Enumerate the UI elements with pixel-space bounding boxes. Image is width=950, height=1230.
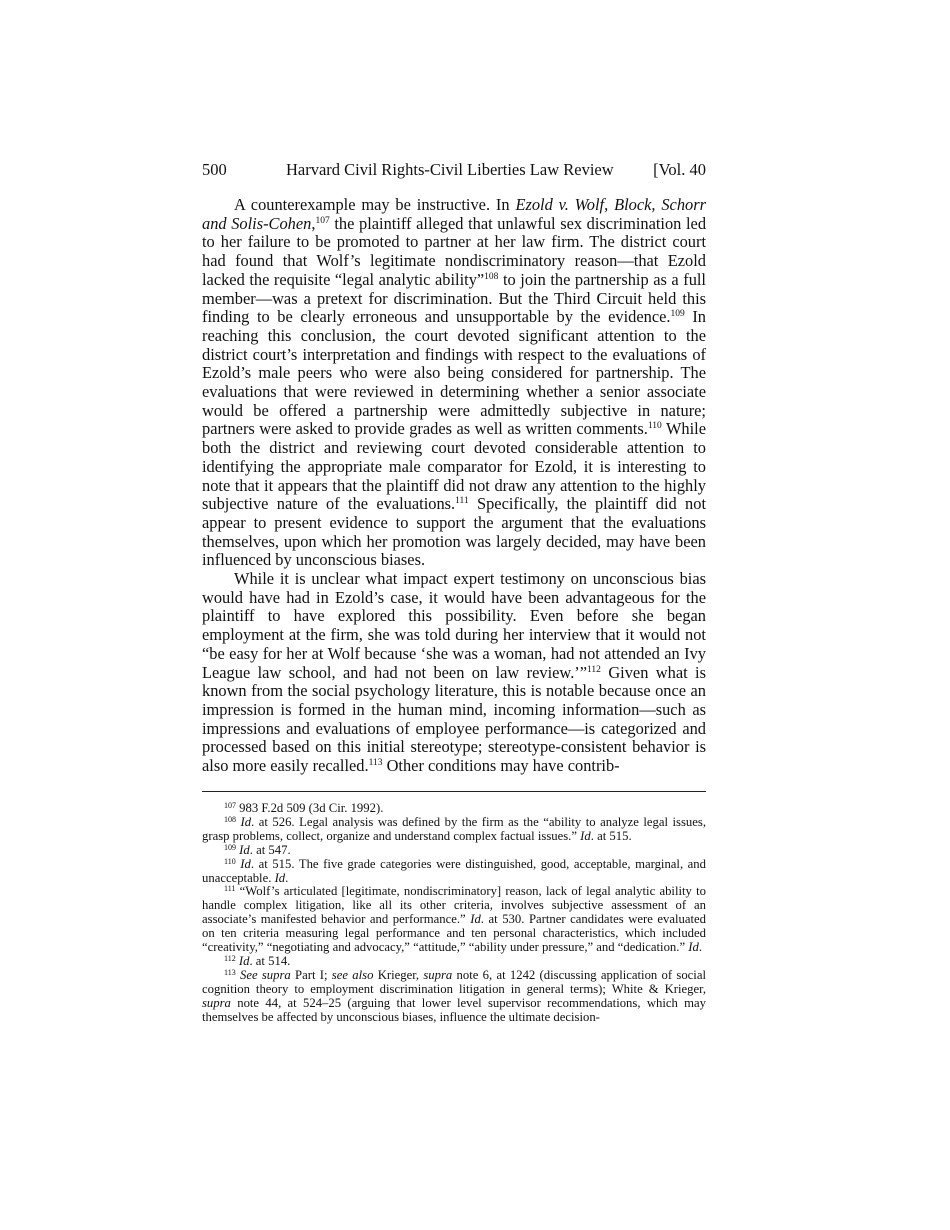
footnote-ref: 112 — [587, 664, 601, 675]
italic-text: Ezold v. Wolf, Block, Schorr and Solis-Cohen — [202, 195, 706, 233]
italic-text: Id — [240, 856, 251, 871]
italic-text: Id — [239, 842, 250, 857]
text-run: “Wolf’s articulated [legitimate, nondiscriminatory] reason, lack of legal analytic ability to handle complex litigation, like all its other criteria, involves subjective assessment of an associate’s manifested behavior and performance.” — [202, 884, 706, 927]
footnote-ref: 107 — [224, 801, 236, 810]
footnote-ref: 110 — [647, 421, 662, 432]
italic-text: Id — [470, 912, 481, 927]
footnote-divider — [202, 791, 706, 792]
text-run: . at 514. — [249, 953, 291, 968]
text-run: Part I; — [290, 967, 332, 982]
paragraph — [202, 570, 706, 776]
body-text — [202, 196, 706, 776]
text-run: . at 515. The five grade categories were distinguished, good, acceptable, marginal, and unacceptable. — [202, 856, 706, 885]
footnote — [202, 955, 706, 969]
footnote-ref: 111 — [224, 884, 236, 894]
footnote — [202, 858, 706, 886]
italic-text: Id — [688, 940, 699, 955]
footnote-ref: 108 — [224, 814, 236, 824]
text-run: note 44, at 524–25 (arguing that lower level supervisor recommendations, which may themselves be affected by unconscious biases, influence the ultimate decision- — [202, 995, 706, 1024]
italic-text: Id — [238, 953, 250, 968]
text-run: 983 F.2d 509 (3d Cir. 1992). — [236, 801, 384, 815]
footnotes — [202, 802, 706, 1025]
footnote — [202, 969, 706, 1025]
paragraph — [202, 196, 706, 570]
italic-text: see also — [331, 967, 374, 982]
text-run: In reaching this conclusion, the court devoted significant attention to the district court’s interpretation and findings with respect to the evaluations of Ezold’s male peers who were also being considered for partnership. The evaluations that were reviewed in determining whether a senior associate would be offered a partnership were admittedly subjective in nature; partners were asked to provide grades as well as written comments. — [202, 307, 706, 439]
italic-text: Id — [274, 870, 286, 885]
italic-text: supra — [423, 967, 453, 982]
text-run: . at 530. Partner candidates were evaluated on ten criteria measuring legal performance and ten personal characteristics, which included “creativity,” “negotiating and advocacy,” “attitude,” “ability under pressure,” and “dedication.” — [202, 912, 706, 955]
italic-text: Id — [240, 814, 252, 829]
text-run: Specifically, the plaintiff did not appear to present evidence to support the argument that the evaluations themselves, upon which her promotion was largely decided, may have been influenced by unconscious biases. — [202, 494, 707, 570]
page-number: 500 — [202, 160, 227, 179]
text-run: Other conditions may have contrib- — [382, 756, 620, 776]
footnote — [202, 802, 706, 816]
text-run: While both the district and reviewing court devoted considerable attention to identifying the appropriate male comparator for Ezold, it is interesting to note that it appears that the plaintiff did not draw any attention to the highly subjective nature of the evaluations. — [202, 419, 706, 514]
text-run: Given what is known from the social psychology literature, this is notable because once an impression is formed in the human mind, incoming information—such as impressions and evaluations of employee performance—is categorized and processed based on this initial stereotype; stereotype-consistent behavior is also more easily recalled. — [202, 662, 706, 776]
text-run: to join the partnership as a full member—was a pretext for discrimination. But the Third Circuit held this finding to be clearly erroneous and unsupportable by the evidence. — [202, 269, 706, 327]
text-run: . at 515. — [590, 828, 632, 843]
text-run: . — [698, 940, 702, 955]
italic-text: See supra — [239, 967, 291, 982]
footnote-ref: 113 — [224, 967, 236, 977]
journal-title: Harvard Civil Rights-Civil Liberties Law Review — [286, 160, 614, 179]
footnote-ref: 109 — [670, 309, 685, 320]
footnote-ref: 110 — [224, 856, 236, 866]
footnote — [202, 816, 706, 844]
text-run: Krieger, — [373, 967, 424, 982]
footnote-ref: 111 — [455, 496, 469, 507]
footnote-ref: 112 — [224, 953, 236, 963]
footnote — [202, 885, 706, 955]
running-header — [202, 160, 706, 182]
text-run: A counterexample may be instructive. In — [234, 195, 516, 214]
text-run: . at 547. — [249, 842, 291, 857]
footnote-ref: 113 — [368, 758, 383, 769]
text-run: the plaintiff alleged that unlawful sex discrimination led to her failure to be promoted to partner at her law firm. The district court had found that Wolf’s legitimate nondiscriminatory reason—that Ezold lacked the requisite “legal analytic ability” — [202, 213, 707, 289]
text-run: note 6, at 1242 (discussing application of social cognition theory to employment discrimination litigation in general terms); White & Krieger, — [202, 967, 706, 996]
footnote-ref: 109 — [224, 842, 236, 852]
italic-text: supra — [202, 995, 231, 1010]
footnote — [202, 844, 706, 858]
volume-label: [Vol. 40 — [653, 160, 706, 179]
text-run: . at 526. Legal analysis was defined by the firm as the “ability to analyze legal issues, grasp problems, collect, organize and understand complex factual issues.” — [202, 814, 706, 843]
italic-text: Id — [580, 828, 591, 843]
text-run: , — [311, 213, 316, 233]
text-run: While it is unclear what impact expert testimony on unconscious bias would have had in Ezold’s case, it would have been advantageous for the plaintiff to have explored this possibility. Even before she began employment at the firm, she was told during her interview that it would not “be easy for her at Wolf because ‘she was a woman, had not attended an Ivy League law school, and had not been on law review.’” — [202, 569, 706, 682]
footnote-ref: 107 — [315, 215, 330, 226]
footnote-ref: 108 — [484, 271, 499, 282]
text-run: . — [285, 870, 289, 885]
